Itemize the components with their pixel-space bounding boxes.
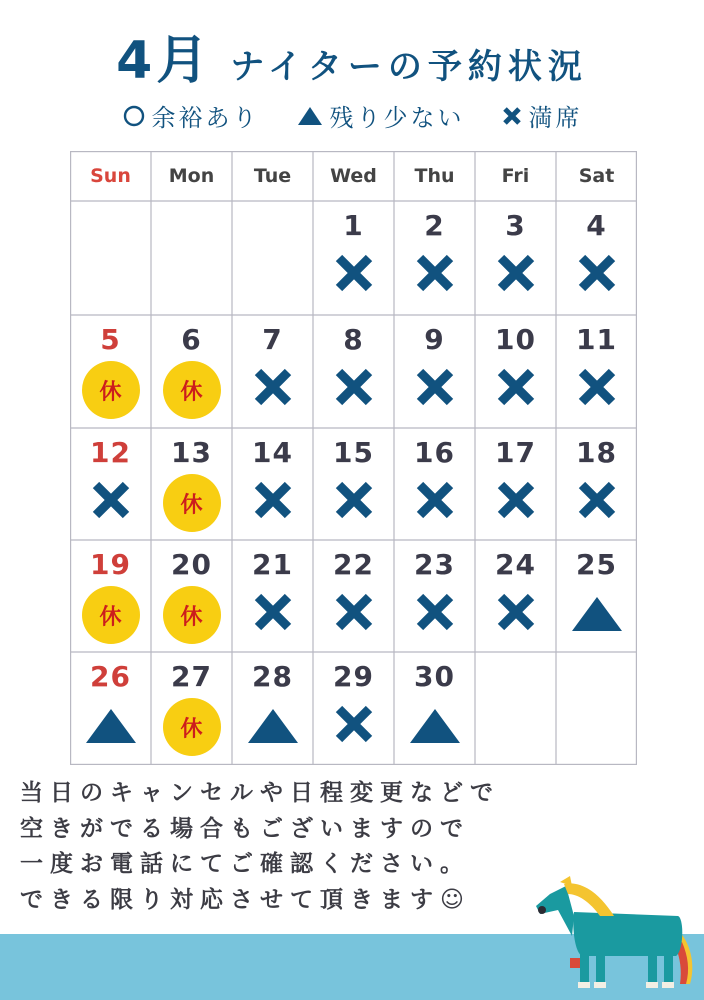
full-cross-icon bbox=[70, 478, 151, 522]
cross-icon bbox=[332, 702, 376, 746]
closed-badge bbox=[70, 586, 151, 644]
notice-line: 一度お電話にてご確認ください。 bbox=[20, 851, 470, 877]
cross-icon bbox=[251, 590, 295, 634]
day-number: 19 bbox=[90, 548, 131, 581]
full-cross-icon bbox=[232, 478, 313, 522]
page-title bbox=[0, 18, 704, 93]
closed-badge bbox=[151, 361, 232, 419]
cross-icon bbox=[494, 365, 538, 409]
weekday-header: Mon bbox=[168, 165, 215, 187]
cross-icon bbox=[332, 590, 376, 634]
full-cross-icon bbox=[313, 590, 394, 634]
full-cross-icon bbox=[313, 478, 394, 522]
full-cross-icon bbox=[394, 365, 475, 409]
few-triangle-icon bbox=[232, 706, 313, 746]
full-cross-icon bbox=[475, 478, 556, 522]
triangle-icon bbox=[83, 706, 139, 746]
weekday-header: Sun bbox=[90, 165, 131, 187]
circle-outline-icon bbox=[122, 104, 146, 128]
weekday-header: Wed bbox=[330, 165, 377, 187]
legend-label-available: 余裕あり bbox=[151, 104, 260, 132]
weekday-header: Thu bbox=[414, 165, 455, 187]
cross-icon bbox=[575, 365, 619, 409]
full-cross-icon bbox=[394, 478, 475, 522]
closed-label: 休 bbox=[163, 474, 221, 532]
few-triangle-icon bbox=[394, 706, 475, 746]
notice-line: 空きがでる場合もございますので bbox=[20, 815, 470, 842]
notice-line: 当日のキャンセルや日程変更などで bbox=[20, 780, 500, 806]
closed-badge bbox=[151, 586, 232, 644]
day-number: 30 bbox=[414, 660, 455, 693]
cross-icon bbox=[575, 478, 619, 522]
cross-icon bbox=[332, 478, 376, 522]
day-number: 2 bbox=[424, 209, 445, 242]
full-cross-icon bbox=[475, 365, 556, 409]
day-number: 27 bbox=[171, 660, 212, 693]
cross-icon bbox=[501, 105, 523, 127]
day-number: 16 bbox=[414, 436, 455, 469]
day-number: 7 bbox=[262, 323, 283, 356]
closed-badge bbox=[70, 361, 151, 419]
day-number: 5 bbox=[100, 323, 121, 356]
notice-line: できる限り対応させて頂きます☺ bbox=[20, 886, 471, 913]
full-cross-icon bbox=[232, 590, 313, 634]
cross-icon bbox=[413, 365, 457, 409]
cross-icon bbox=[494, 478, 538, 522]
weekday-header: Sat bbox=[578, 165, 615, 187]
day-number: 9 bbox=[424, 323, 445, 356]
cross-icon bbox=[251, 478, 295, 522]
legend bbox=[0, 98, 704, 133]
closed-label: 休 bbox=[163, 586, 221, 644]
full-cross-icon bbox=[556, 478, 637, 522]
horse-illustration bbox=[530, 872, 700, 992]
day-number: 4 bbox=[586, 209, 607, 242]
cross-icon bbox=[494, 590, 538, 634]
day-number: 28 bbox=[252, 660, 293, 693]
full-cross-icon bbox=[232, 365, 313, 409]
few-triangle-icon bbox=[556, 594, 637, 634]
full-cross-icon bbox=[475, 590, 556, 634]
weekday-header: Fri bbox=[501, 165, 530, 187]
day-number: 6 bbox=[181, 323, 202, 356]
day-number: 24 bbox=[495, 548, 536, 581]
day-number: 13 bbox=[171, 436, 212, 469]
full-cross-icon bbox=[556, 365, 637, 409]
full-cross-icon bbox=[394, 590, 475, 634]
cross-icon bbox=[413, 478, 457, 522]
day-number: 23 bbox=[414, 548, 455, 581]
day-number: 10 bbox=[495, 323, 536, 356]
triangle-icon bbox=[245, 706, 301, 746]
triangle-icon bbox=[407, 706, 463, 746]
full-cross-icon bbox=[475, 251, 556, 295]
triangle-icon bbox=[569, 594, 625, 634]
cross-icon bbox=[251, 365, 295, 409]
cross-icon bbox=[332, 365, 376, 409]
closed-label: 休 bbox=[163, 361, 221, 419]
legend-label-full: 満席 bbox=[528, 104, 583, 132]
cross-icon bbox=[332, 251, 376, 295]
day-number: 15 bbox=[333, 436, 374, 469]
day-number: 11 bbox=[576, 323, 617, 356]
closed-label: 休 bbox=[163, 698, 221, 756]
day-number: 14 bbox=[252, 436, 293, 469]
cross-icon bbox=[494, 251, 538, 295]
day-number: 21 bbox=[252, 548, 293, 581]
full-cross-icon bbox=[556, 251, 637, 295]
day-number: 26 bbox=[90, 660, 131, 693]
day-number: 20 bbox=[171, 548, 212, 581]
cross-icon bbox=[575, 251, 619, 295]
closed-badge bbox=[151, 698, 232, 756]
cross-icon bbox=[413, 251, 457, 295]
title-subtitle: ナイターの予約状況 bbox=[230, 47, 588, 87]
day-number: 17 bbox=[495, 436, 536, 469]
day-number: 18 bbox=[576, 436, 617, 469]
full-cross-icon bbox=[313, 251, 394, 295]
closed-label: 休 bbox=[82, 586, 140, 644]
day-number: 22 bbox=[333, 548, 374, 581]
day-number: 1 bbox=[343, 209, 364, 242]
full-cross-icon bbox=[313, 365, 394, 409]
legend-full bbox=[501, 98, 583, 133]
few-triangle-icon bbox=[70, 706, 151, 746]
legend-label-few: 残り少ない bbox=[329, 104, 465, 132]
weekday-header: Tue bbox=[253, 165, 292, 187]
full-cross-icon bbox=[313, 702, 394, 746]
closed-label: 休 bbox=[82, 361, 140, 419]
cross-icon bbox=[89, 478, 133, 522]
closed-badge bbox=[151, 474, 232, 532]
full-cross-icon bbox=[394, 251, 475, 295]
cross-icon bbox=[413, 590, 457, 634]
legend-available bbox=[122, 98, 260, 133]
day-number: 3 bbox=[505, 209, 526, 242]
triangle-icon bbox=[296, 105, 324, 127]
day-number: 29 bbox=[333, 660, 374, 693]
day-number: 12 bbox=[90, 436, 131, 469]
day-number: 25 bbox=[576, 548, 617, 581]
title-month: 4月 bbox=[116, 31, 213, 91]
day-number: 8 bbox=[343, 323, 364, 356]
legend-few bbox=[296, 98, 465, 133]
